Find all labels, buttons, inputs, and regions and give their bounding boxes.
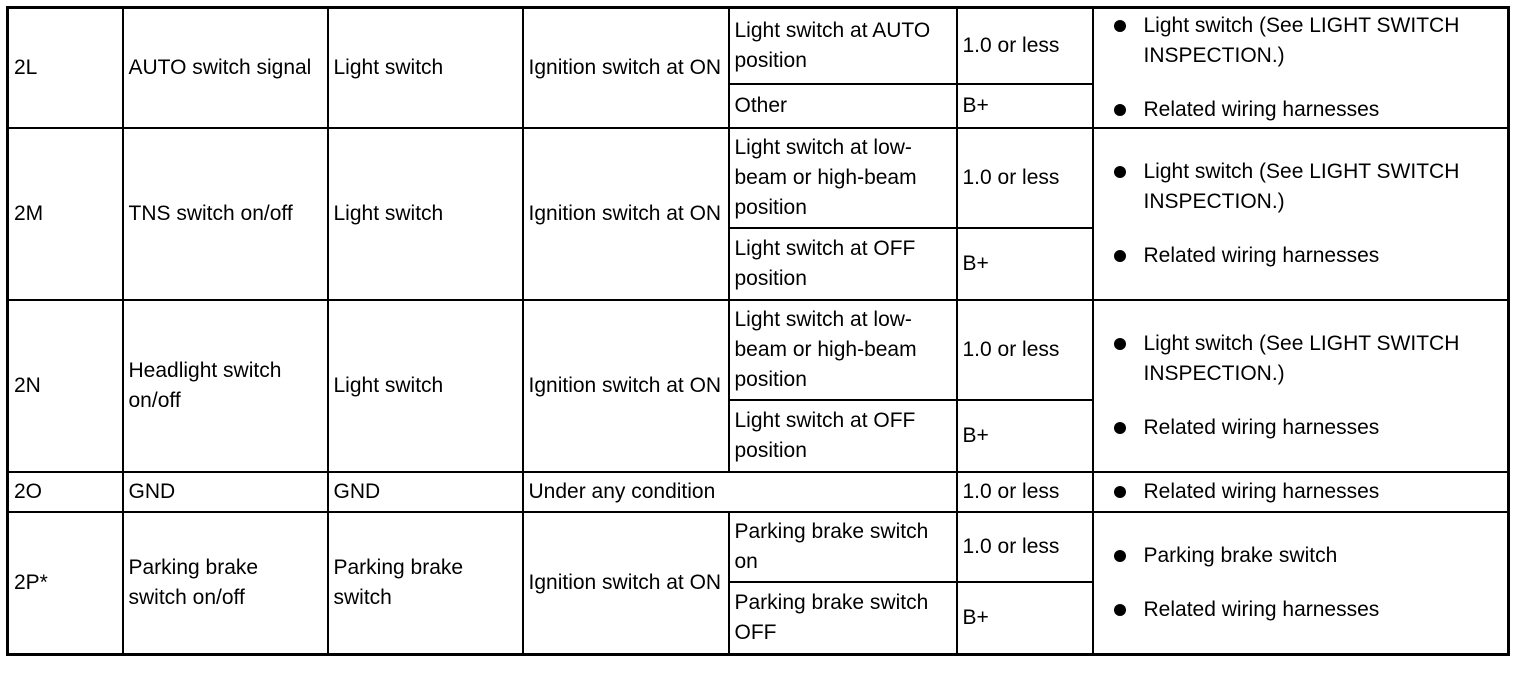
signal-cell: Parking brake switch on/off bbox=[123, 512, 328, 655]
condition-cell: Light switch at AUTO position bbox=[729, 8, 957, 85]
voltage-cell: B+ bbox=[957, 228, 1093, 300]
inspection-cell bbox=[1093, 512, 1509, 655]
bullet-icon bbox=[1114, 550, 1126, 562]
table-row bbox=[8, 472, 1509, 512]
list-item bbox=[1144, 413, 1503, 443]
inspection-list bbox=[1099, 329, 1503, 443]
test-condition-cell: Under any condition bbox=[523, 472, 957, 512]
inspection-cell bbox=[1093, 8, 1509, 129]
terminal-cell: 2P* bbox=[8, 512, 123, 655]
condition-cell: Other bbox=[729, 84, 957, 128]
bullet-icon bbox=[1114, 20, 1126, 32]
terminal-inspection-table bbox=[6, 6, 1510, 656]
inspection-item-text: Light switch (See LIGHT SWITCH INSPECTION.) bbox=[1143, 160, 1460, 213]
list-item bbox=[1144, 595, 1503, 625]
connected-to-cell: GND bbox=[328, 472, 523, 512]
inspection-list bbox=[1099, 541, 1503, 625]
list-item bbox=[1144, 329, 1503, 389]
bullet-icon bbox=[1114, 422, 1126, 434]
bullet-icon bbox=[1114, 604, 1126, 616]
bullet-icon bbox=[1114, 338, 1126, 350]
signal-cell: GND bbox=[123, 472, 328, 512]
voltage-cell: 1.0 or less bbox=[957, 472, 1093, 512]
terminal-cell: 2N bbox=[8, 300, 123, 472]
test-condition-cell: Ignition switch at ON bbox=[523, 300, 729, 472]
signal-cell: TNS switch on/off bbox=[123, 128, 328, 300]
inspection-list bbox=[1099, 157, 1503, 271]
voltage-cell: 1.0 or less bbox=[957, 300, 1093, 400]
inspection-item-text: Related wiring harnesses bbox=[1143, 98, 1380, 121]
test-condition-cell: Ignition switch at ON bbox=[523, 512, 729, 655]
table-row bbox=[8, 128, 1509, 228]
inspection-item-text: Parking brake switch bbox=[1143, 544, 1338, 567]
bullet-icon bbox=[1114, 250, 1126, 262]
condition-cell: Parking brake switch OFF bbox=[729, 582, 957, 655]
list-item bbox=[1144, 95, 1503, 125]
inspection-item-text: Light switch (See LIGHT SWITCH INSPECTION.) bbox=[1143, 14, 1460, 67]
table-row bbox=[8, 512, 1509, 582]
terminal-cell: 2M bbox=[8, 128, 123, 300]
inspection-item-text: Related wiring harnesses bbox=[1143, 598, 1380, 621]
connected-to-cell: Light switch bbox=[328, 300, 523, 472]
connected-to-cell: Light switch bbox=[328, 128, 523, 300]
inspection-item-text: Related wiring harnesses bbox=[1143, 416, 1380, 439]
inspection-item-text: Related wiring harnesses bbox=[1143, 244, 1380, 267]
bullet-icon bbox=[1114, 104, 1126, 116]
bullet-icon bbox=[1114, 166, 1126, 178]
list-item bbox=[1144, 157, 1503, 217]
inspection-cell bbox=[1093, 128, 1509, 300]
list-item bbox=[1144, 11, 1503, 71]
list-item bbox=[1144, 477, 1503, 507]
test-condition-cell: Ignition switch at ON bbox=[523, 128, 729, 300]
inspection-cell bbox=[1093, 300, 1509, 472]
connected-to-cell: Parking brake switch bbox=[328, 512, 523, 655]
terminal-cell: 2O bbox=[8, 472, 123, 512]
test-condition-cell: Ignition switch at ON bbox=[523, 8, 729, 129]
bullet-icon bbox=[1114, 486, 1126, 498]
voltage-cell: 1.0 or less bbox=[957, 512, 1093, 582]
inspection-list bbox=[1099, 477, 1503, 507]
inspection-item-text: Light switch (See LIGHT SWITCH INSPECTION.) bbox=[1143, 332, 1460, 385]
voltage-cell: 1.0 or less bbox=[957, 8, 1093, 85]
list-item bbox=[1144, 541, 1503, 571]
list-item bbox=[1144, 241, 1503, 271]
condition-cell: Light switch at low-beam or high-beam position bbox=[729, 128, 957, 228]
condition-cell: Light switch at OFF position bbox=[729, 400, 957, 472]
table-row bbox=[8, 300, 1509, 400]
terminal-cell: 2L bbox=[8, 8, 123, 129]
signal-cell: AUTO switch signal bbox=[123, 8, 328, 129]
signal-cell: Headlight switch on/off bbox=[123, 300, 328, 472]
condition-cell: Light switch at OFF position bbox=[729, 228, 957, 300]
condition-cell: Light switch at low-beam or high-beam position bbox=[729, 300, 957, 400]
inspection-list bbox=[1099, 11, 1503, 125]
voltage-cell: B+ bbox=[957, 400, 1093, 472]
voltage-cell: 1.0 or less bbox=[957, 128, 1093, 228]
connected-to-cell: Light switch bbox=[328, 8, 523, 129]
inspection-cell bbox=[1093, 472, 1509, 512]
condition-cell: Parking brake switch on bbox=[729, 512, 957, 582]
inspection-item-text: Related wiring harnesses bbox=[1143, 480, 1380, 503]
table-row bbox=[8, 8, 1509, 85]
voltage-cell: B+ bbox=[957, 582, 1093, 655]
voltage-cell: B+ bbox=[957, 84, 1093, 128]
